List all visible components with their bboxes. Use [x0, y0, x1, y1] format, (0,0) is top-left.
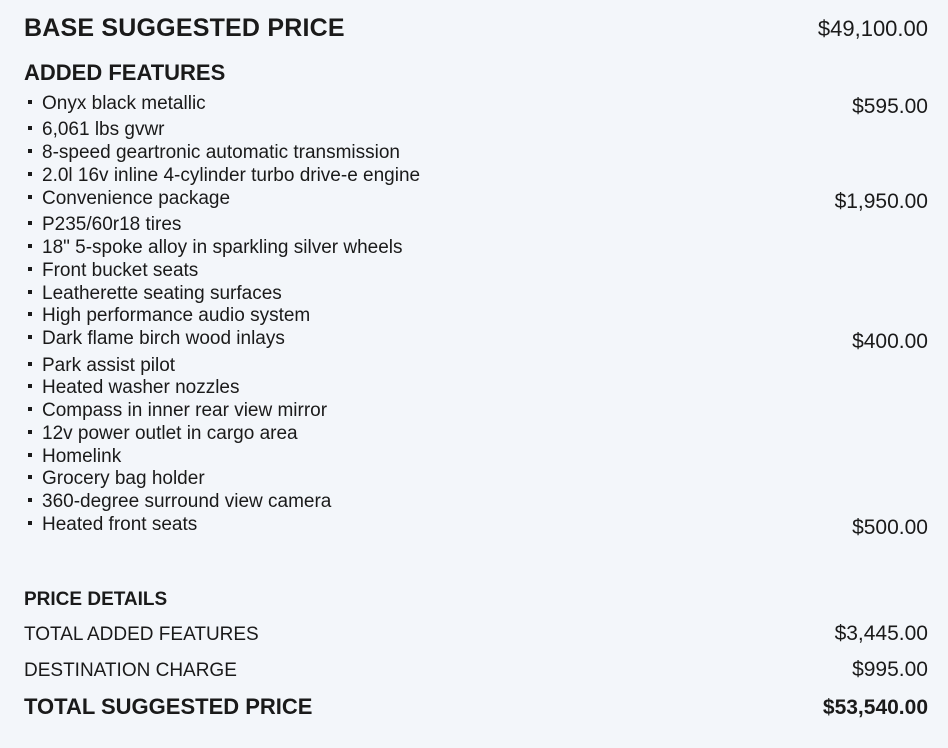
feature-label: Heated front seats: [42, 514, 198, 535]
feature-name: [28, 400, 327, 422]
feature-item: [28, 514, 928, 539]
feature-item: [28, 142, 928, 164]
feature-price: $1,950.00: [834, 190, 928, 213]
feature-item: [28, 237, 928, 259]
feature-item: [28, 283, 928, 305]
bullet-icon: [28, 475, 32, 479]
bullet-icon: [28, 149, 32, 153]
bullet-icon: [28, 498, 32, 502]
feature-label: Homelink: [42, 446, 122, 467]
feature-label: 2.0l 16v inline 4-cylinder turbo drive-e engine: [42, 165, 421, 186]
feature-name: [28, 355, 175, 377]
bullet-icon: [28, 453, 32, 457]
bullet-icon: [28, 195, 32, 199]
feature-name: [28, 214, 181, 236]
feature-name: [28, 328, 285, 350]
added-features-title: ADDED FEATURES: [24, 60, 226, 85]
feature-label: Compass in inner rear view mirror: [42, 400, 328, 421]
feature-name: [28, 260, 198, 282]
feature-item: [28, 214, 928, 236]
total-added-features-value: $3,445.00: [834, 622, 928, 645]
feature-item: [28, 491, 928, 513]
bullet-icon: [28, 407, 32, 411]
base-price-row: [24, 14, 928, 43]
feature-name: [28, 283, 282, 305]
destination-charge-row: [24, 658, 928, 682]
feature-item: [28, 377, 928, 399]
feature-name: [28, 142, 400, 164]
feature-name: [28, 423, 298, 445]
feature-name: [28, 305, 310, 327]
bullet-icon: [28, 244, 32, 248]
feature-item: [28, 446, 928, 468]
bullet-icon: [28, 384, 32, 388]
feature-label: 360-degree surround view camera: [42, 491, 332, 512]
bullet-icon: [28, 126, 32, 130]
total-added-features-row: [24, 622, 928, 646]
feature-item: [28, 93, 928, 118]
feature-price: $595.00: [852, 95, 928, 118]
bullet-icon: [28, 335, 32, 339]
base-price-value: $49,100.00: [817, 16, 928, 41]
feature-item: [28, 423, 928, 445]
feature-label: P235/60r18 tires: [42, 214, 182, 235]
feature-label: Front bucket seats: [42, 260, 199, 281]
feature-name: [28, 165, 420, 187]
feature-name: [28, 468, 205, 490]
bullet-icon: [28, 172, 32, 176]
feature-item: [28, 328, 928, 353]
feature-item: [28, 165, 928, 187]
bullet-icon: [28, 312, 32, 316]
feature-price: $400.00: [852, 330, 928, 353]
feature-name: [28, 93, 206, 115]
bullet-icon: [28, 521, 32, 525]
bullet-icon: [28, 267, 32, 271]
destination-charge-label: DESTINATION CHARGE: [24, 660, 237, 681]
feature-label: Convenience package: [42, 188, 231, 209]
total-suggested-price-row: [24, 694, 928, 720]
feature-label: 12v power outlet in cargo area: [42, 423, 298, 444]
feature-label: Dark flame birch wood inlays: [42, 328, 285, 349]
base-price-label: BASE SUGGESTED PRICE: [24, 14, 345, 42]
feature-name: [28, 188, 230, 210]
destination-charge-value: $995.00: [852, 658, 928, 681]
feature-label: 8-speed geartronic automatic transmission: [42, 142, 401, 163]
feature-name: [28, 491, 331, 513]
feature-label: Heated washer nozzles: [42, 377, 240, 398]
total-suggested-price-label: TOTAL SUGGESTED PRICE: [24, 694, 313, 719]
feature-label: High performance audio system: [42, 305, 311, 326]
feature-label: Park assist pilot: [42, 355, 176, 376]
bullet-icon: [28, 290, 32, 294]
feature-item: [28, 400, 928, 422]
total-added-features-label: TOTAL ADDED FEATURES: [24, 624, 259, 645]
feature-item: [28, 119, 928, 141]
feature-name: [28, 237, 403, 259]
feature-label: Leatherette seating surfaces: [42, 283, 282, 304]
feature-item: [28, 260, 928, 282]
feature-name: [28, 377, 240, 399]
feature-label: 18" 5-spoke alloy in sparkling silver wheels: [42, 237, 403, 258]
feature-name: [28, 446, 121, 468]
feature-item: [28, 305, 928, 327]
feature-name: [28, 119, 165, 141]
feature-item: [28, 188, 928, 213]
feature-name: [28, 514, 197, 536]
feature-label: Onyx black metallic: [42, 93, 206, 114]
total-suggested-price-value: $53,540.00: [822, 696, 928, 719]
feature-item: [28, 355, 928, 377]
feature-price: $500.00: [852, 516, 928, 539]
bullet-icon: [28, 362, 32, 366]
bullet-icon: [28, 430, 32, 434]
bullet-icon: [28, 221, 32, 225]
price-details-title: PRICE DETAILS: [24, 589, 168, 610]
bullet-icon: [28, 100, 32, 104]
feature-label: 6,061 lbs gvwr: [42, 119, 165, 140]
feature-item: [28, 468, 928, 490]
feature-label: Grocery bag holder: [42, 468, 205, 489]
